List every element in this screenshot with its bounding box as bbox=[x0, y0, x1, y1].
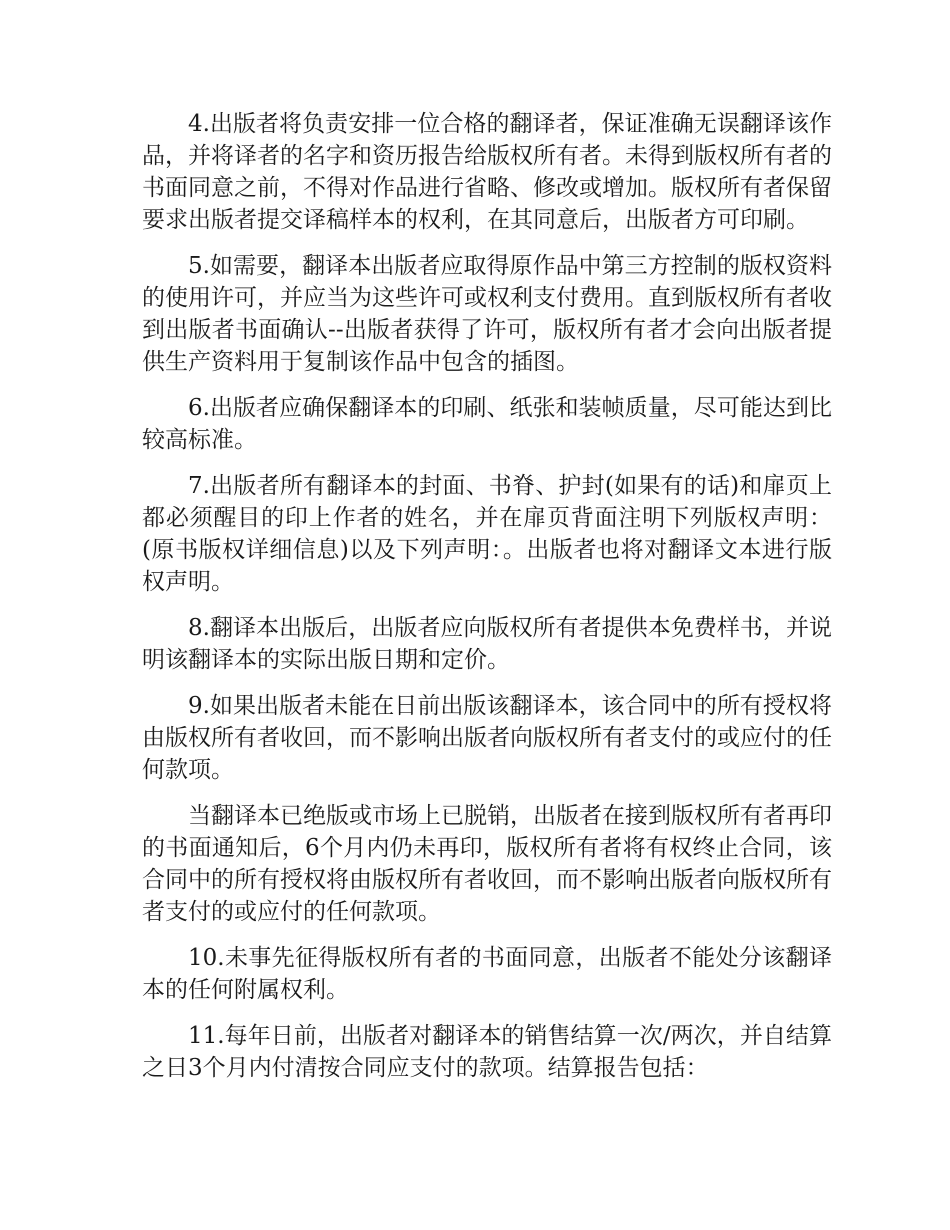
clause-9-continuation: 当翻译本已绝版或市场上已脱销，出版者在接到版权所有者再印的书面通知后，6个月内仍未再印，版权所有者将有权终止合同，该合同中的所有授权将由版权所有者收回，而不影响出版者向版权所有者支付的或应付的任何款项。 bbox=[142, 803, 832, 925]
clause-7: 7.出版者所有翻译本的封面、书脊、护封(如果有的话)和扉页上都必须醒目的印上作者的姓名，并在扉页背面注明下列版权声明：(原书版权详细信息)以及下列声明：。出版者也将对翻译文本进行版权声明。 bbox=[142, 473, 832, 595]
document-page bbox=[142, 108, 832, 1098]
clause-5: 5.如需要，翻译本出版者应取得原作品中第三方控制的版权资料的使用许可，并应当为这些许可或权利支付费用。直到版权所有者收到出版者书面确认--出版者获得了许可，版权所有者才会向出版者提供生产资料用于复制该作品中包含的插图。 bbox=[142, 253, 832, 375]
clause-6: 6.出版者应确保翻译本的印刷、纸张和装帧质量，尽可能达到比较高标准。 bbox=[142, 395, 832, 453]
clause-9: 9.如果出版者未能在日前出版该翻译本，该合同中的所有授权将由版权所有者收回，而不影响出版者向版权所有者支付的或应付的任何款项。 bbox=[142, 693, 832, 783]
clause-10: 10.未事先征得版权所有者的书面同意，出版者不能处分该翻译本的任何附属权利。 bbox=[142, 945, 832, 1003]
clause-4: 4.出版者将负责安排一位合格的翻译者，保证准确无误翻译该作品，并将译者的名字和资历报告给版权所有者。未得到版权所有者的书面同意之前，不得对作品进行省略、修改或增加。版权所有者保留要求出版者提交译稿样本的权利，在其同意后，出版者方可印刷。 bbox=[142, 111, 832, 233]
clause-11: 11.每年日前，出版者对翻译本的销售结算一次/两次，并自结算之日3个月内付清按合同应支付的款项。结算报告包括： bbox=[142, 1023, 832, 1081]
clause-8: 8.翻译本出版后，出版者应向版权所有者提供本免费样书，并说明该翻译本的实际出版日期和定价。 bbox=[142, 615, 832, 673]
